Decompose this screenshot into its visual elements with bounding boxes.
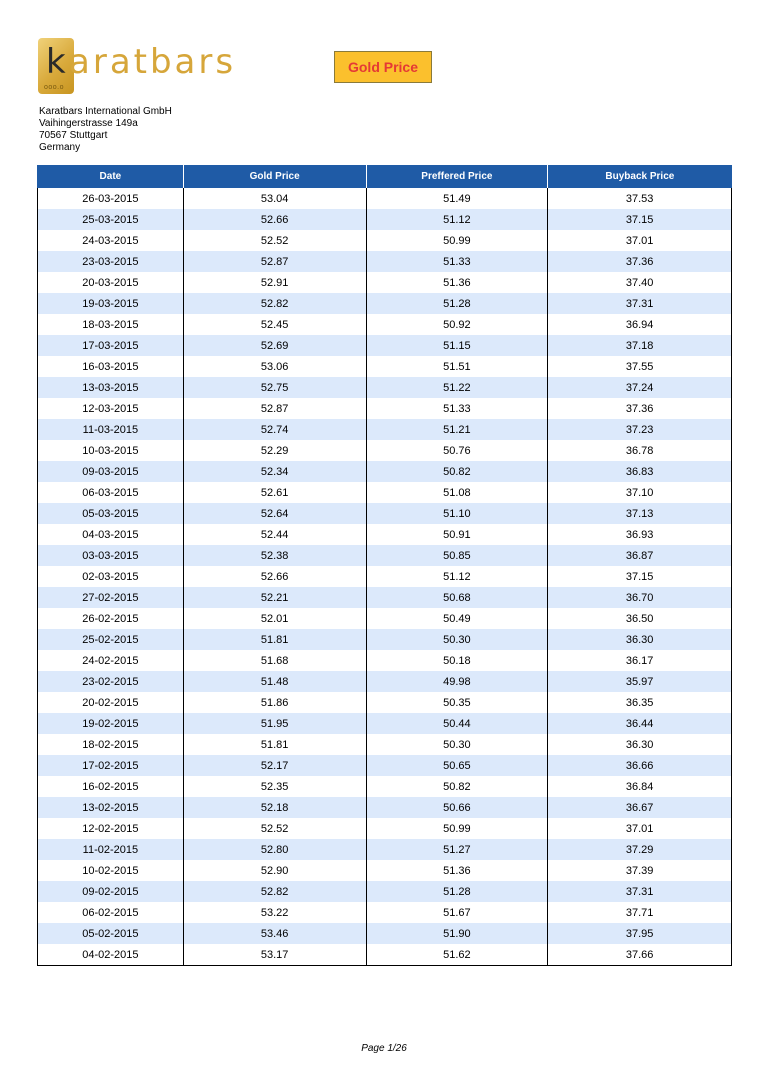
cell-preffered-price: 51.28 [366, 293, 548, 314]
cell-preffered-price: 50.82 [366, 461, 548, 482]
cell-preffered-price: 51.36 [366, 272, 548, 293]
cell-gold-price: 51.48 [183, 671, 366, 692]
cell-preffered-price: 51.49 [366, 188, 548, 209]
cell-gold-price: 52.74 [183, 419, 366, 440]
cell-preffered-price: 50.44 [366, 713, 548, 734]
cell-date: 26-03-2015 [38, 188, 184, 209]
table-row [38, 902, 732, 923]
cell-gold-price: 52.34 [183, 461, 366, 482]
cell-preffered-price: 51.62 [366, 944, 548, 966]
cell-preffered-price: 51.33 [366, 398, 548, 419]
cell-preffered-price: 50.85 [366, 545, 548, 566]
table-row [38, 734, 732, 755]
cell-date: 10-03-2015 [38, 440, 184, 461]
cell-gold-price: 52.66 [183, 566, 366, 587]
cell-date: 19-03-2015 [38, 293, 184, 314]
cell-gold-price: 51.81 [183, 629, 366, 650]
company-address [39, 106, 172, 154]
cell-gold-price: 52.87 [183, 251, 366, 272]
cell-date: 12-02-2015 [38, 818, 184, 839]
cell-date: 13-02-2015 [38, 797, 184, 818]
table-row [38, 461, 732, 482]
table-row [38, 440, 732, 461]
cell-gold-price: 52.61 [183, 482, 366, 503]
cell-gold-price: 52.17 [183, 755, 366, 776]
header-preffered-price: Preffered Price [366, 165, 548, 188]
cell-gold-price: 51.81 [183, 734, 366, 755]
cell-preffered-price: 50.99 [366, 230, 548, 251]
cell-buyback-price: 36.35 [548, 692, 732, 713]
table-row [38, 776, 732, 797]
table-row [38, 503, 732, 524]
cell-preffered-price: 51.36 [366, 860, 548, 881]
cell-date: 03-03-2015 [38, 545, 184, 566]
cell-gold-price: 53.22 [183, 902, 366, 923]
table-row [38, 188, 732, 209]
cell-buyback-price: 37.39 [548, 860, 732, 881]
cell-buyback-price: 37.24 [548, 377, 732, 398]
cell-buyback-price: 37.01 [548, 230, 732, 251]
table-row [38, 608, 732, 629]
cell-gold-price: 52.64 [183, 503, 366, 524]
table-row [38, 230, 732, 251]
cell-date: 26-02-2015 [38, 608, 184, 629]
table-row [38, 356, 732, 377]
table-row [38, 524, 732, 545]
cell-buyback-price: 37.95 [548, 923, 732, 944]
cell-gold-price: 51.95 [183, 713, 366, 734]
table-row [38, 839, 732, 860]
cell-date: 24-03-2015 [38, 230, 184, 251]
cell-buyback-price: 36.67 [548, 797, 732, 818]
table-row [38, 671, 732, 692]
cell-preffered-price: 51.21 [366, 419, 548, 440]
karatbars-logo [36, 36, 236, 96]
cell-preffered-price: 50.91 [366, 524, 548, 545]
cell-preffered-price: 50.65 [366, 755, 548, 776]
table-header-row [38, 165, 732, 188]
cell-gold-price: 53.46 [183, 923, 366, 944]
cell-buyback-price: 37.53 [548, 188, 732, 209]
table-row [38, 713, 732, 734]
cell-date: 17-02-2015 [38, 755, 184, 776]
cell-gold-price: 52.52 [183, 230, 366, 251]
cell-date: 12-03-2015 [38, 398, 184, 419]
cell-gold-price: 53.17 [183, 944, 366, 966]
cell-buyback-price: 36.94 [548, 314, 732, 335]
cell-gold-price: 52.87 [183, 398, 366, 419]
cell-buyback-price: 37.31 [548, 293, 732, 314]
cell-gold-price: 52.82 [183, 881, 366, 902]
cell-buyback-price: 37.13 [548, 503, 732, 524]
table-row [38, 692, 732, 713]
cell-buyback-price: 37.31 [548, 881, 732, 902]
cell-buyback-price: 37.23 [548, 419, 732, 440]
cell-date: 10-02-2015 [38, 860, 184, 881]
cell-preffered-price: 50.35 [366, 692, 548, 713]
cell-preffered-price: 51.28 [366, 881, 548, 902]
address-line: Karatbars International GmbH [39, 106, 172, 117]
table-row [38, 377, 732, 398]
cell-buyback-price: 37.36 [548, 398, 732, 419]
cell-buyback-price: 37.40 [548, 272, 732, 293]
cell-preffered-price: 51.12 [366, 209, 548, 230]
cell-preffered-price: 50.49 [366, 608, 548, 629]
cell-date: 04-02-2015 [38, 944, 184, 966]
table-row [38, 818, 732, 839]
cell-buyback-price: 36.87 [548, 545, 732, 566]
cell-preffered-price: 51.33 [366, 251, 548, 272]
cell-gold-price: 53.04 [183, 188, 366, 209]
cell-date: 02-03-2015 [38, 566, 184, 587]
cell-preffered-price: 51.51 [366, 356, 548, 377]
cell-date: 09-02-2015 [38, 881, 184, 902]
logo-letter-k: k [46, 42, 66, 82]
table-body [38, 188, 732, 966]
cell-preffered-price: 50.99 [366, 818, 548, 839]
cell-buyback-price: 37.10 [548, 482, 732, 503]
cell-preffered-price: 51.22 [366, 377, 548, 398]
address-line: Germany [39, 142, 81, 153]
cell-date: 17-03-2015 [38, 335, 184, 356]
cell-preffered-price: 50.92 [366, 314, 548, 335]
table-row [38, 293, 732, 314]
cell-preffered-price: 51.27 [366, 839, 548, 860]
cell-gold-price: 52.01 [183, 608, 366, 629]
logo-dots: ooo.o [44, 84, 65, 91]
cell-buyback-price: 37.66 [548, 944, 732, 966]
cell-gold-price: 52.44 [183, 524, 366, 545]
cell-gold-price: 52.66 [183, 209, 366, 230]
cell-buyback-price: 36.78 [548, 440, 732, 461]
cell-date: 06-03-2015 [38, 482, 184, 503]
table-row [38, 881, 732, 902]
cell-preffered-price: 51.90 [366, 923, 548, 944]
cell-date: 09-03-2015 [38, 461, 184, 482]
cell-buyback-price: 37.01 [548, 818, 732, 839]
cell-date: 06-02-2015 [38, 902, 184, 923]
cell-buyback-price: 37.36 [548, 251, 732, 272]
cell-buyback-price: 36.84 [548, 776, 732, 797]
cell-date: 23-03-2015 [38, 251, 184, 272]
cell-date: 18-03-2015 [38, 314, 184, 335]
cell-date: 24-02-2015 [38, 650, 184, 671]
cell-date: 05-03-2015 [38, 503, 184, 524]
table-row [38, 755, 732, 776]
cell-preffered-price: 50.66 [366, 797, 548, 818]
cell-gold-price: 52.82 [183, 293, 366, 314]
cell-buyback-price: 36.66 [548, 755, 732, 776]
cell-gold-price: 52.35 [183, 776, 366, 797]
table-row [38, 944, 732, 966]
cell-buyback-price: 36.70 [548, 587, 732, 608]
cell-gold-price: 51.68 [183, 650, 366, 671]
cell-gold-price: 52.69 [183, 335, 366, 356]
cell-preffered-price: 51.08 [366, 482, 548, 503]
cell-date: 16-03-2015 [38, 356, 184, 377]
cell-gold-price: 52.21 [183, 587, 366, 608]
table-row [38, 251, 732, 272]
cell-preffered-price: 50.18 [366, 650, 548, 671]
cell-date: 13-03-2015 [38, 377, 184, 398]
table-row [38, 335, 732, 356]
table-row [38, 419, 732, 440]
cell-date: 20-02-2015 [38, 692, 184, 713]
table-row [38, 923, 732, 944]
cell-date: 18-02-2015 [38, 734, 184, 755]
table-row [38, 398, 732, 419]
cell-buyback-price: 36.83 [548, 461, 732, 482]
table-row [38, 482, 732, 503]
cell-preffered-price: 49.98 [366, 671, 548, 692]
cell-buyback-price: 36.50 [548, 608, 732, 629]
cell-date: 19-02-2015 [38, 713, 184, 734]
cell-date: 16-02-2015 [38, 776, 184, 797]
address-line: Vaihingerstrasse 149a [39, 118, 138, 129]
cell-gold-price: 52.29 [183, 440, 366, 461]
cell-date: 05-02-2015 [38, 923, 184, 944]
table-row [38, 797, 732, 818]
cell-buyback-price: 37.15 [548, 209, 732, 230]
cell-preffered-price: 50.82 [366, 776, 548, 797]
table-row [38, 629, 732, 650]
cell-date: 27-02-2015 [38, 587, 184, 608]
cell-buyback-price: 36.30 [548, 629, 732, 650]
table-row [38, 314, 732, 335]
cell-buyback-price: 37.15 [548, 566, 732, 587]
gold-price-title: Gold Price [334, 51, 432, 83]
cell-date: 23-02-2015 [38, 671, 184, 692]
table-row [38, 587, 732, 608]
cell-buyback-price: 36.30 [548, 734, 732, 755]
cell-preffered-price: 50.30 [366, 629, 548, 650]
cell-buyback-price: 36.17 [548, 650, 732, 671]
cell-date: 25-03-2015 [38, 209, 184, 230]
cell-buyback-price: 36.93 [548, 524, 732, 545]
cell-gold-price: 52.91 [183, 272, 366, 293]
cell-gold-price: 51.86 [183, 692, 366, 713]
cell-buyback-price: 37.55 [548, 356, 732, 377]
cell-gold-price: 53.06 [183, 356, 366, 377]
cell-preffered-price: 50.76 [366, 440, 548, 461]
cell-buyback-price: 37.71 [548, 902, 732, 923]
cell-gold-price: 52.38 [183, 545, 366, 566]
cell-buyback-price: 35.97 [548, 671, 732, 692]
page-number: Page 1/26 [361, 1043, 407, 1054]
cell-preffered-price: 51.15 [366, 335, 548, 356]
cell-date: 11-03-2015 [38, 419, 184, 440]
header-gold-price: Gold Price [183, 165, 366, 188]
table-row [38, 209, 732, 230]
cell-preffered-price: 51.12 [366, 566, 548, 587]
cell-buyback-price: 36.44 [548, 713, 732, 734]
cell-date: 11-02-2015 [38, 839, 184, 860]
cell-preffered-price: 50.30 [366, 734, 548, 755]
header-date: Date [38, 165, 184, 188]
table-row [38, 272, 732, 293]
table-row [38, 860, 732, 881]
price-table [37, 165, 732, 966]
table-row [38, 650, 732, 671]
address-line: 70567 Stuttgart [39, 130, 108, 141]
table-row [38, 545, 732, 566]
cell-date: 25-02-2015 [38, 629, 184, 650]
cell-preffered-price: 51.10 [366, 503, 548, 524]
cell-preffered-price: 51.67 [366, 902, 548, 923]
cell-gold-price: 52.90 [183, 860, 366, 881]
cell-date: 04-03-2015 [38, 524, 184, 545]
cell-date: 20-03-2015 [38, 272, 184, 293]
cell-gold-price: 52.18 [183, 797, 366, 818]
logo-wordmark: aratbars [69, 42, 237, 82]
cell-preffered-price: 50.68 [366, 587, 548, 608]
cell-gold-price: 52.45 [183, 314, 366, 335]
header-buyback-price: Buyback Price [548, 165, 732, 188]
table-row [38, 566, 732, 587]
cell-gold-price: 52.75 [183, 377, 366, 398]
cell-buyback-price: 37.18 [548, 335, 732, 356]
cell-gold-price: 52.52 [183, 818, 366, 839]
cell-buyback-price: 37.29 [548, 839, 732, 860]
cell-gold-price: 52.80 [183, 839, 366, 860]
